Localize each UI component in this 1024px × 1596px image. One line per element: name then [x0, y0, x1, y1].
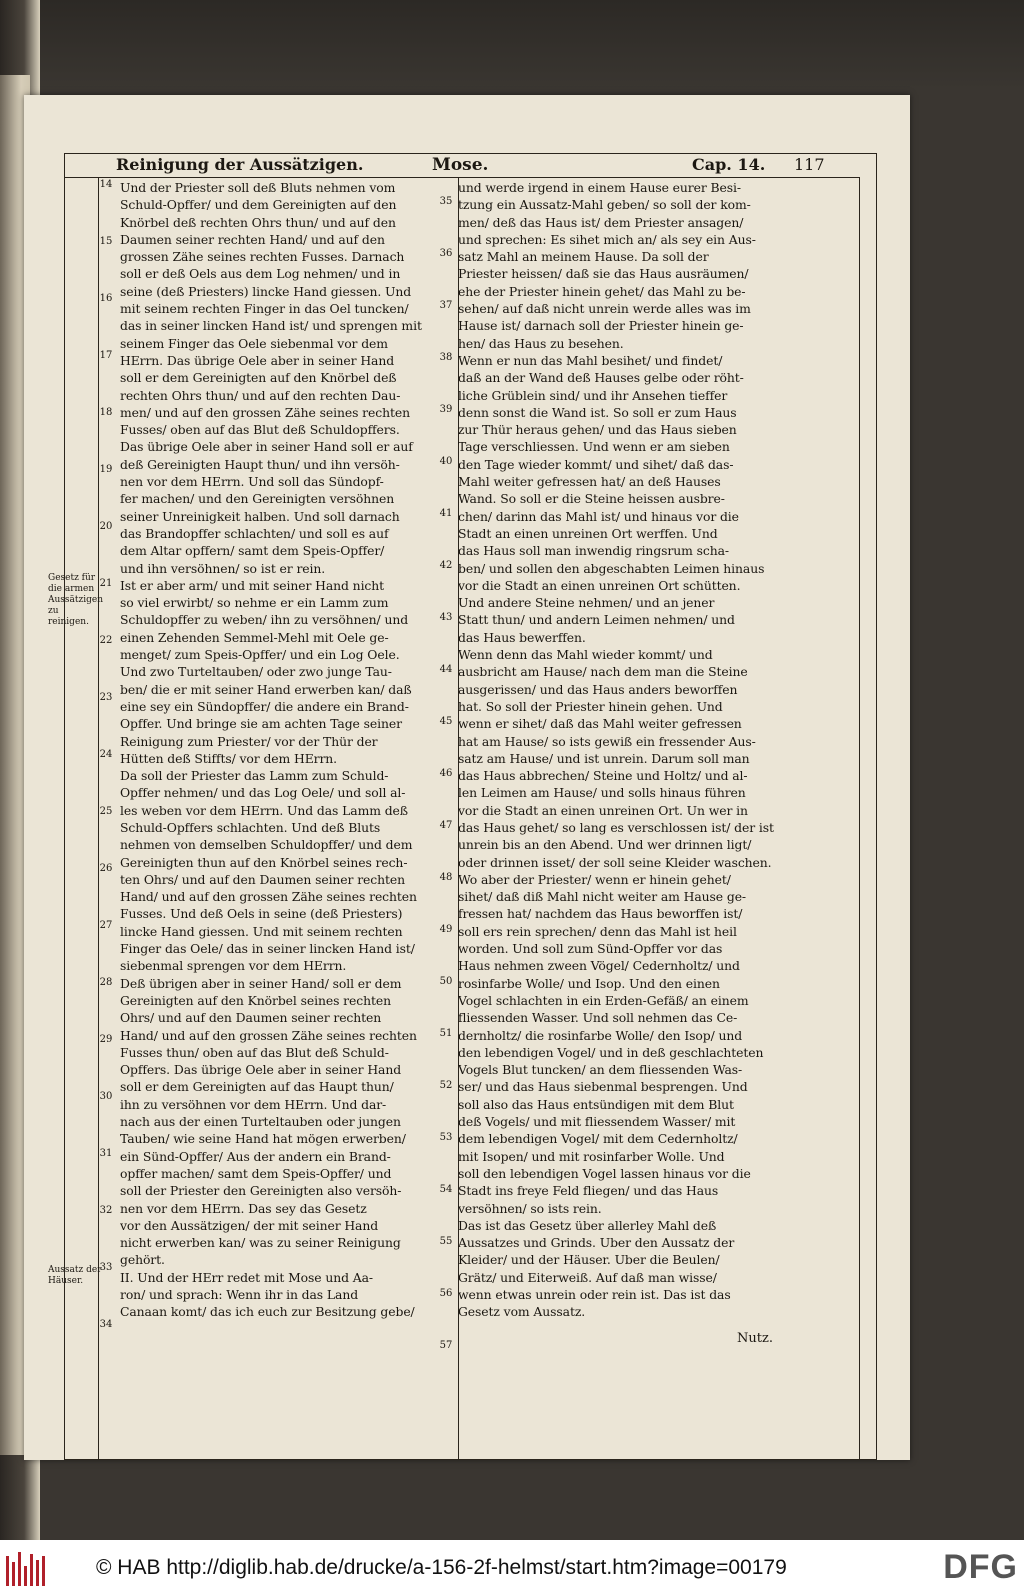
verse-number: 15 — [99, 236, 113, 247]
left-line: ten Ohrs/ und auf den Daumen seiner rechten — [120, 871, 405, 887]
verse-number: 28 — [99, 977, 113, 988]
right-line: Und andere Steine nehmen/ und an jener — [458, 595, 715, 611]
left-line: deß Gereinigten Haupt thun/ und ihn versöh- — [120, 456, 400, 472]
right-line: ausgerissen/ und das Haus anders beworffen — [458, 681, 738, 697]
right-line: hat. So soll der Priester hinein gehen. Und — [458, 698, 723, 714]
left-line: Knörbel deß rechten Ohrs thun/ und auf den — [120, 214, 396, 230]
right-line: sehen/ auf daß nicht unrein werde alles was im — [458, 301, 751, 317]
verse-number: 35 — [439, 196, 453, 207]
left-line: Schuld-Opffers schlachten. Und deß Bluts — [120, 819, 381, 835]
running-head-title: Reinigung der Aussätzigen. — [116, 155, 364, 174]
left-line: Und der Priester soll deß Bluts nehmen vom — [120, 180, 396, 195]
left-line: das in seiner lincken Hand ist/ und sprengen mit — [120, 318, 422, 334]
left-line: das Brandopffer schlachten/ und soll es auf — [120, 525, 389, 541]
verse-number: 23 — [99, 692, 113, 703]
verse-number: 36 — [439, 248, 453, 259]
verse-number: 19 — [99, 464, 113, 475]
verse-number: 30 — [99, 1091, 113, 1102]
running-head-chapter: Cap. 14. — [692, 155, 766, 174]
right-line: fliessenden Wasser. Und soll nehmen das Ce- — [458, 1010, 738, 1026]
book-page — [24, 95, 910, 1460]
verse-number: 38 — [439, 352, 453, 363]
right-line: den Tage wieder kommt/ und sihet/ daß das- — [458, 456, 734, 472]
right-line: liche Grüblein sind/ und ihr Ansehen tieffer — [458, 387, 728, 403]
left-line: dem Altar opffern/ samt dem Speis-Opffer/ — [120, 543, 385, 559]
verse-number: 56 — [439, 1288, 453, 1299]
right-line: Vogels Blut tuncken/ an dem fliessenden Was- — [458, 1062, 743, 1078]
verse-number: 53 — [439, 1132, 453, 1143]
left-line: HErrn. Das übrige Oele aber in seiner Hand — [120, 352, 395, 368]
verse-number: 14 — [99, 179, 113, 190]
running-head-book: Mose. — [432, 155, 489, 175]
right-line: Mahl weiter gefressen hat/ an deß Hauses — [458, 474, 721, 490]
verse-number: 20 — [99, 521, 113, 532]
right-line: mit Isopen/ und mit rosinfarber Wolle. Und — [458, 1148, 725, 1164]
left-line: nen vor dem HErrn. Das sey das Gesetz — [120, 1200, 367, 1216]
right-line: Priester heissen/ daß sie das Haus ausräumen/ — [458, 266, 749, 282]
left-line: nicht erwerben kan/ was zu seiner Reinigung — [120, 1235, 401, 1251]
left-line: so viel erwirbt/ so nehme er ein Lamm zum — [120, 595, 389, 611]
verse-number: 37 — [439, 300, 453, 311]
left-line: les weben vor dem HErrn. Und das Lamm deß — [120, 802, 408, 818]
right-line: soll den lebendigen Vogel lassen hinaus vor die — [458, 1165, 751, 1181]
verse-number: 34 — [99, 1319, 113, 1330]
left-line: soll er dem Gereinigten auf den Knörbel deß — [120, 370, 397, 386]
right-line: Haus nehmen zween Vögel/ Cedernholtz/ und — [458, 958, 740, 974]
left-line: opffer machen/ samt dem Speis-Opffer/ und — [120, 1165, 392, 1181]
verse-number: 43 — [439, 612, 453, 623]
verse-number: 57 — [439, 1340, 453, 1351]
verse-number: 18 — [99, 407, 113, 418]
right-line: dernholtz/ die rosinfarbe Wolle/ den Isop/ und — [458, 1027, 743, 1043]
left-line: nen vor dem HErrn. Und soll das Sündopf- — [120, 474, 384, 490]
left-line: grossen Zähe seines rechten Fusses. Darnach — [120, 249, 405, 265]
right-line: das Haus abbrechen/ Steine und Holtz/ und al- — [458, 768, 748, 784]
left-line: Gereinigten auf den Knörbel seines rechten — [120, 992, 391, 1008]
right-line: tzung ein Aussatz-Mahl geben/ so soll der kom- — [458, 197, 751, 213]
right-line: Hause ist/ darnach soll der Priester hinein ge- — [458, 318, 744, 334]
verse-number: 24 — [99, 749, 113, 760]
verse-number: 25 — [99, 806, 113, 817]
left-line: einen Zehenden Semmel-Mehl mit Oele ge- — [120, 629, 389, 645]
left-line: nehmen von demselben Schuldopffer/ und dem — [120, 837, 413, 853]
verse-number: 21 — [99, 578, 113, 589]
left-line: soll der Priester den Gereinigten also versöh- — [120, 1183, 402, 1199]
right-line: den lebendigen Vogel/ und in deß geschlachteten — [458, 1044, 764, 1060]
verse-number: 32 — [99, 1205, 113, 1216]
left-line: Da soll der Priester das Lamm zum Schuld- — [120, 768, 389, 784]
hab-logo-icon — [4, 1550, 48, 1586]
footer-copyright-link[interactable]: © HAB http://diglib.hab.de/drucke/a-156-2f-helmst/start.htm?image=00179 — [96, 1556, 787, 1579]
left-line: seine (deß Priesters) lincke Hand giessen. Und — [120, 283, 412, 299]
left-line: Fusses. Und deß Oels in seine (deß Priesters) — [120, 906, 403, 922]
verse-number: 17 — [99, 350, 113, 361]
left-line: ihn zu versöhnen vor dem HErrn. Und dar- — [120, 1096, 387, 1112]
right-line: deß Vogels/ und mit fliessendem Wasser/ mit — [458, 1114, 736, 1130]
right-line: das Haus bewerffen. — [458, 629, 586, 645]
right-line: ehe der Priester hinein gehet/ das Mahl zu be- — [458, 283, 746, 299]
right-line: Stadt an einen unreinen Ort werffen. Und — [458, 525, 718, 541]
verse-number: 44 — [439, 664, 453, 675]
right-line: wenn er sihet/ daß das Mahl weiter gefressen — [458, 716, 742, 732]
right-line: daß an der Wand deß Hauses gelbe oder röht- — [458, 370, 744, 386]
left-line: II. Und der HErr redet mit Mose und Aa- — [120, 1269, 374, 1285]
left-line: Ist er aber arm/ und mit seiner Hand nicht — [120, 577, 385, 593]
left-line: und ihn versöhnen/ so ist er rein. — [120, 560, 326, 576]
verse-number: 46 — [439, 768, 453, 779]
verse-number: 55 — [439, 1236, 453, 1247]
left-line: Das übrige Oele aber in seiner Hand soll er auf — [120, 439, 413, 455]
right-line: Vogel schlachten in ein Erden-Gefäß/ an einem — [458, 992, 749, 1008]
verse-number: 49 — [439, 924, 453, 935]
right-line: Aussatzes und Grinds. Uber den Aussatz der — [458, 1235, 735, 1251]
side-note-poor: Gesetz für die armen Aussätzigen zu reinigen. — [48, 573, 104, 627]
left-line: gehört. — [120, 1252, 165, 1268]
right-line: men/ deß das Haus ist/ dem Priester ansagen/ — [458, 214, 744, 230]
left-line: Schuldopffer zu weben/ ihn zu versöhnen/ und — [120, 612, 409, 628]
left-line: Tauben/ wie seine Hand hat mögen erwerben/ — [120, 1131, 406, 1147]
right-line: satz am Hause/ und ist unrein. Darum soll man — [458, 750, 750, 766]
verse-number: 51 — [439, 1028, 453, 1039]
scan-background-top — [0, 0, 1024, 90]
right-line: Das ist das Gesetz über allerley Mahl deß — [458, 1217, 717, 1233]
left-line: Opffer. Und bringe sie am achten Tage seiner — [120, 716, 402, 732]
right-line: soll also das Haus entsündigen mit dem Blut — [458, 1096, 734, 1112]
right-line: vor die Stadt an einen unreinen Ort schütten. — [458, 577, 741, 593]
right-line: Gesetz vom Aussatz. — [458, 1304, 586, 1320]
left-line: Schuld-Opffer/ und dem Gereinigten auf den — [120, 197, 397, 213]
verse-number: 26 — [99, 863, 113, 874]
verse-number: 16 — [99, 293, 113, 304]
right-line: Statt thun/ und andern Leimen nehmen/ und — [458, 612, 735, 628]
right-line: Grätz/ und Eiterweiß. Auf daß man wisse/ — [458, 1269, 717, 1285]
left-line: ron/ und sprach: Wenn ihr in das Land — [120, 1287, 359, 1302]
right-line: soll ers rein sprechen/ denn das Mahl ist heil — [458, 923, 737, 939]
right-line: unrein bis an den Abend. Und wer drinnen ligt/ — [458, 837, 752, 853]
catchword: Nutz. — [737, 1331, 773, 1346]
verse-number: 31 — [99, 1148, 113, 1159]
left-line: Gereinigten thun auf den Knörbel seines rech- — [120, 854, 408, 870]
verse-number: 33 — [99, 1262, 113, 1273]
left-line: vor den Aussätzigen/ der mit seiner Hand — [120, 1217, 379, 1233]
left-line: fer machen/ und den Gereinigten versöhnen — [120, 491, 395, 507]
left-line: ben/ die er mit seiner Hand erwerben kan/ daß — [120, 681, 412, 697]
right-line: rosinfarbe Wolle/ und Isop. Und den einen — [458, 975, 720, 991]
verse-number: 41 — [439, 508, 453, 519]
right-line: ben/ und sollen den abgeschabten Leimen hinaus — [458, 560, 765, 576]
left-line: lincke Hand giessen. Und mit seinem rechten — [120, 923, 403, 939]
left-line: Hand/ und auf den grossen Zähe seines rechten — [120, 889, 417, 905]
right-line: dem lebendigen Vogel/ mit dem Cedernholtz/ — [458, 1131, 738, 1147]
right-line: wenn etwas unrein oder rein ist. Das ist das — [458, 1287, 731, 1302]
side-note-houses: Aussatz der Häuser. — [48, 1265, 102, 1286]
right-line: und sprechen: Es sihet mich an/ als sey ein Aus- — [458, 231, 756, 247]
right-line: Kleider/ und der Häuser. Uber die Beulen/ — [458, 1252, 720, 1268]
right-line: zur Thür heraus gehen/ und das Haus sieben — [458, 422, 737, 438]
verse-number: 29 — [99, 1034, 113, 1045]
right-line: versöhnen/ so ists rein. — [458, 1200, 602, 1216]
verse-number: 39 — [439, 404, 453, 415]
left-line: soll er deß Oels aus dem Log nehmen/ und in — [120, 266, 401, 282]
right-line: len Leimen am Hause/ und solls hinaus führen — [458, 785, 746, 801]
left-text-column — [120, 179, 460, 1321]
right-line: satz Mahl an meinem Hause. Da soll der — [458, 249, 709, 265]
right-line: worden. Und soll zum Sünd-Opffer vor das — [458, 941, 723, 957]
right-text-column — [458, 179, 788, 1321]
left-line: soll er dem Gereinigten auf das Haupt thun/ — [120, 1079, 394, 1095]
right-line: ausbricht am Hause/ nach dem man die Steine — [458, 664, 748, 680]
right-line: das Haus gehet/ so lang es verschlossen ist/ der ist — [458, 819, 774, 835]
left-line: Fusses thun/ oben auf das Blut deß Schuld- — [120, 1044, 389, 1060]
verse-number: 22 — [99, 635, 113, 646]
left-line: Finger das Oele/ das in seiner lincken Hand ist/ — [120, 941, 415, 957]
right-line: Wenn denn das Mahl wieder kommt/ und — [458, 647, 713, 663]
left-line: Daumen seiner rechten Hand/ und auf den — [120, 231, 385, 247]
left-line: Und zwo Turteltauben/ oder zwo junge Tau- — [120, 664, 392, 680]
verse-number: 47 — [439, 820, 453, 831]
verse-number: 42 — [439, 560, 453, 571]
left-line: mit seinem rechten Finger in das Oel tuncken/ — [120, 301, 409, 317]
right-line: Wenn er nun das Mahl besihet/ und findet/ — [458, 352, 723, 368]
left-line: Ohrs/ und auf den Daumen seiner rechten — [120, 1010, 382, 1026]
right-line: Tage verschliessen. Und wenn er am sieben — [458, 439, 730, 455]
left-line: Deß übrigen aber in seiner Hand/ soll er dem — [120, 975, 402, 991]
footer-bar — [0, 1540, 1024, 1596]
right-line: chen/ darinn das Mahl ist/ und hinaus vor die — [458, 508, 739, 524]
header-rule — [64, 177, 860, 178]
right-line: und werde irgend in einem Hause eurer Besi- — [458, 180, 741, 195]
left-line: Hütten deß Stiffts/ vor dem HErrn. — [120, 750, 338, 766]
right-line: vor die Stadt an einen unreinen Ort. Un wer in — [458, 802, 748, 818]
left-line: Fusses/ oben auf das Blut deß Schuldopffers. — [120, 422, 400, 438]
left-line: Hand/ und auf den grossen Zähe seines rechten — [120, 1027, 417, 1043]
left-line: seiner Unreinigkeit halben. Und soll darnach — [120, 508, 400, 524]
verse-number: 48 — [439, 872, 453, 883]
left-line: eine sey ein Sündopffer/ die andere ein Brand- — [120, 698, 409, 714]
right-line: Wand. So soll er die Steine heissen ausbre- — [458, 491, 725, 507]
right-line: denn sonst die Wand ist. So soll er zum Haus — [458, 404, 737, 420]
left-line: nach aus der einen Turteltauben oder jungen — [120, 1114, 401, 1130]
verse-number: 27 — [99, 920, 113, 931]
left-line: ein Sünd-Opffer/ Aus der andern ein Brand- — [120, 1148, 391, 1164]
right-line: sihet/ daß diß Mahl nicht weiter am Hause ge- — [458, 889, 747, 905]
left-line: Opffer nehmen/ und das Log Oele/ und soll al- — [120, 785, 406, 801]
verse-number: 40 — [439, 456, 453, 467]
right-line: Stadt ins freye Feld fliegen/ und das Haus — [458, 1183, 719, 1199]
right-line: oder drinnen isset/ der soll seine Kleider waschen. — [458, 854, 772, 870]
verse-number: 45 — [439, 716, 453, 727]
left-line: Reinigung zum Priester/ vor der Thür der — [120, 733, 378, 749]
dfg-logo: DFG — [943, 1548, 1018, 1586]
left-line: men/ und auf den grossen Zähe seines rechten — [120, 404, 410, 420]
verse-number: 52 — [439, 1080, 453, 1091]
left-line: Opffers. Das übrige Oele aber in seiner Hand — [120, 1062, 402, 1078]
verse-number: 50 — [439, 976, 453, 987]
right-line: hat am Hause/ so ists gewiß ein fressender Aus- — [458, 733, 756, 749]
left-line: menget/ zum Speis-Opffer/ und ein Log Oele. — [120, 647, 400, 663]
left-line: rechten Ohrs thun/ und auf den rechten Dau- — [120, 387, 401, 403]
right-line: ser/ und das Haus siebenmal besprengen. Und — [458, 1079, 748, 1095]
right-line: das Haus soll man inwendig ringsrum scha- — [458, 543, 729, 559]
right-line: fressen hat/ nachdem das Haus beworffen ist/ — [458, 906, 743, 922]
left-line: siebenmal sprengen vor dem HErrn. — [120, 958, 347, 974]
right-line: Wo aber der Priester/ wenn er hinein gehet/ — [458, 871, 731, 887]
page-number: 117 — [794, 155, 825, 174]
verse-number: 54 — [439, 1184, 453, 1195]
left-line: Canaan komt/ das ich euch zur Besitzung gebe/ — [120, 1304, 415, 1320]
right-line: hen/ das Haus zu besehen. — [458, 335, 624, 351]
left-line: seinem Finger das Oele siebenmal vor dem — [120, 335, 388, 351]
